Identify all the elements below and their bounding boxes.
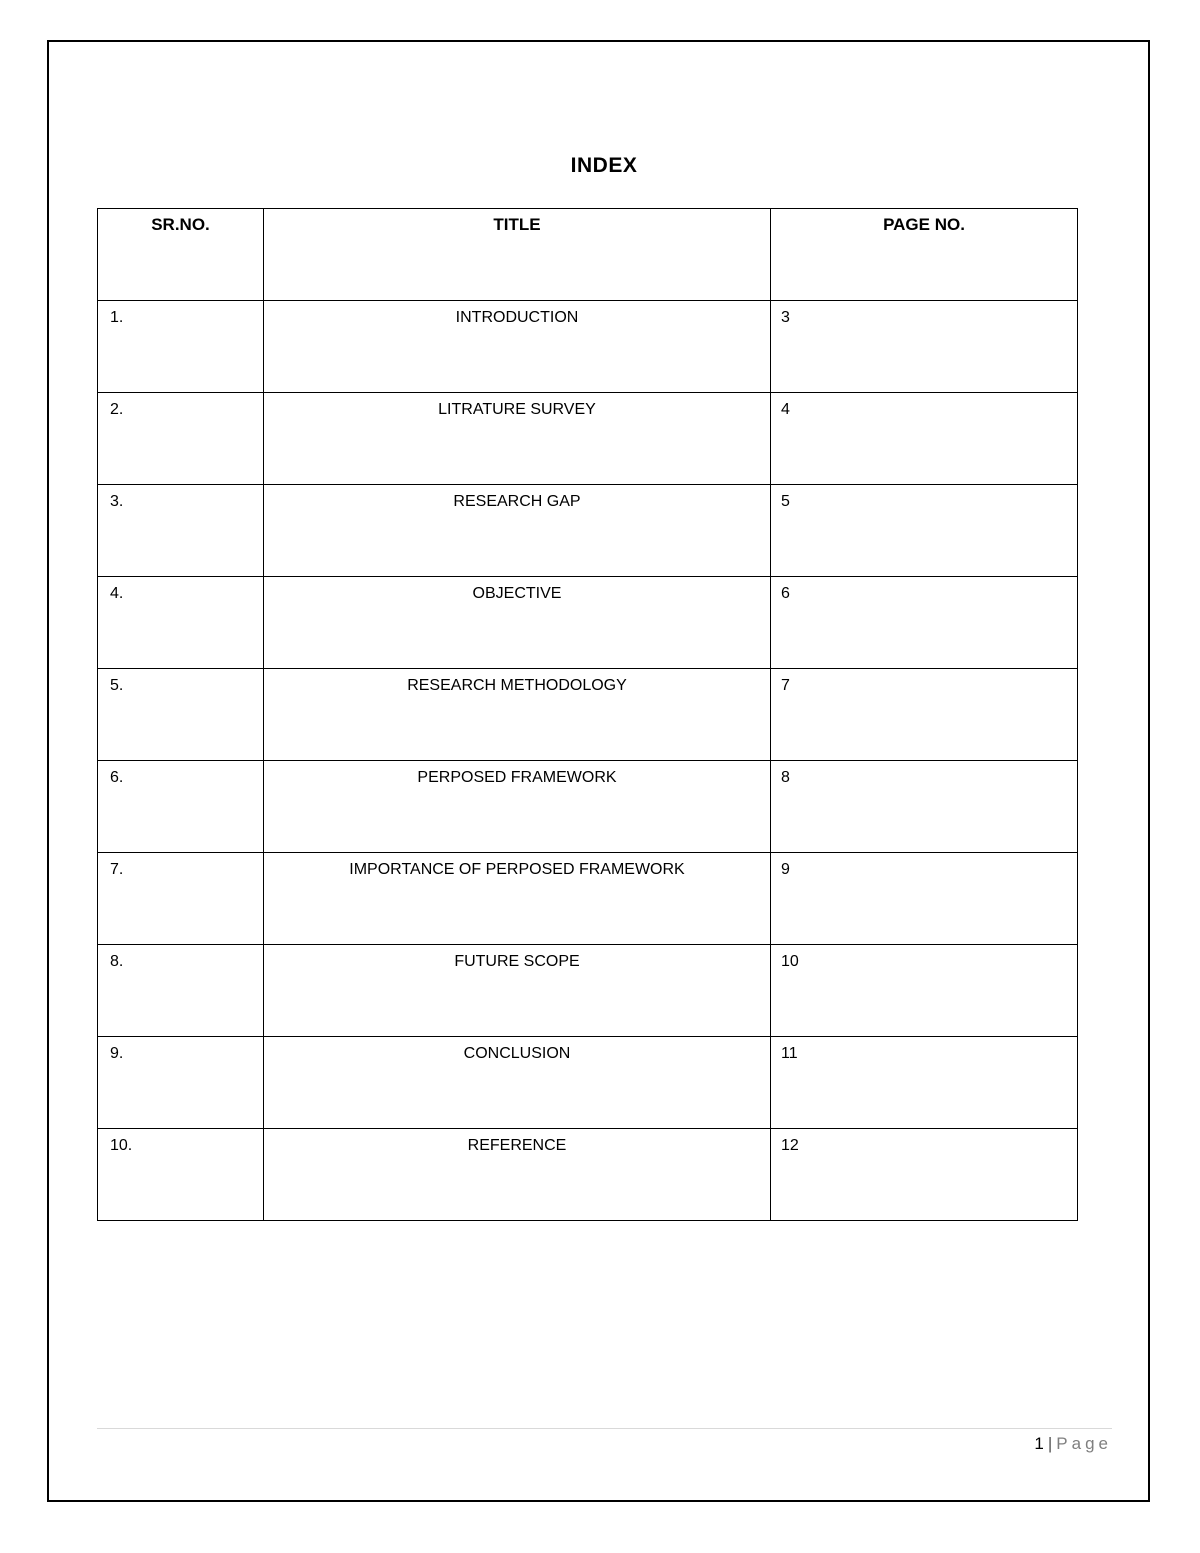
footer-page-label: Page xyxy=(1056,1434,1112,1453)
page-no-cell: 6 xyxy=(771,577,1078,669)
footer-page-number: 1 xyxy=(1034,1434,1044,1453)
page-no-cell: 4 xyxy=(771,393,1078,485)
table-row xyxy=(98,1037,1078,1129)
page-no-cell: 9 xyxy=(771,853,1078,945)
sr-no-cell: 9. xyxy=(98,1037,264,1129)
sr-no-cell: 8. xyxy=(98,945,264,1037)
sr-no-cell: 6. xyxy=(98,761,264,853)
index-table xyxy=(97,208,1078,1221)
page-no-cell: 7 xyxy=(771,669,1078,761)
sr-no-cell: 5. xyxy=(98,669,264,761)
table-row xyxy=(98,853,1078,945)
title-cell: REFERENCE xyxy=(264,1129,771,1221)
table-row xyxy=(98,945,1078,1037)
sr-no-cell: 1. xyxy=(98,301,264,393)
table-row xyxy=(98,485,1078,577)
page-title: INDEX xyxy=(570,154,638,177)
title-cell: LITRATURE SURVEY xyxy=(264,393,771,485)
table-row xyxy=(98,761,1078,853)
page-footer xyxy=(1034,1434,1112,1454)
table-header-row xyxy=(98,209,1078,301)
title-cell: CONCLUSION xyxy=(264,1037,771,1129)
header-page-no: PAGE NO. xyxy=(771,209,1078,301)
sr-no-cell: 7. xyxy=(98,853,264,945)
table-row xyxy=(98,393,1078,485)
page-no-cell: 11 xyxy=(771,1037,1078,1129)
table-row xyxy=(98,1129,1078,1221)
page-no-cell: 8 xyxy=(771,761,1078,853)
header-title: TITLE xyxy=(264,209,771,301)
title-cell: INTRODUCTION xyxy=(264,301,771,393)
page-no-cell: 12 xyxy=(771,1129,1078,1221)
title-cell: FUTURE SCOPE xyxy=(264,945,771,1037)
footer-divider xyxy=(97,1428,1112,1429)
table-row xyxy=(98,577,1078,669)
table-row xyxy=(98,669,1078,761)
title-cell: RESEARCH METHODOLOGY xyxy=(264,669,771,761)
title-cell: RESEARCH GAP xyxy=(264,485,771,577)
page-no-cell: 10 xyxy=(771,945,1078,1037)
title-cell: PERPOSED FRAMEWORK xyxy=(264,761,771,853)
title-cell: IMPORTANCE OF PERPOSED FRAMEWORK xyxy=(264,853,771,945)
sr-no-cell: 10. xyxy=(98,1129,264,1221)
sr-no-cell: 2. xyxy=(98,393,264,485)
page-no-cell: 3 xyxy=(771,301,1078,393)
sr-no-cell: 4. xyxy=(98,577,264,669)
sr-no-cell: 3. xyxy=(98,485,264,577)
page-no-cell: 5 xyxy=(771,485,1078,577)
footer-separator: | xyxy=(1047,1434,1053,1453)
title-cell: OBJECTIVE xyxy=(264,577,771,669)
header-sr-no: SR.NO. xyxy=(98,209,264,301)
table-row xyxy=(98,301,1078,393)
